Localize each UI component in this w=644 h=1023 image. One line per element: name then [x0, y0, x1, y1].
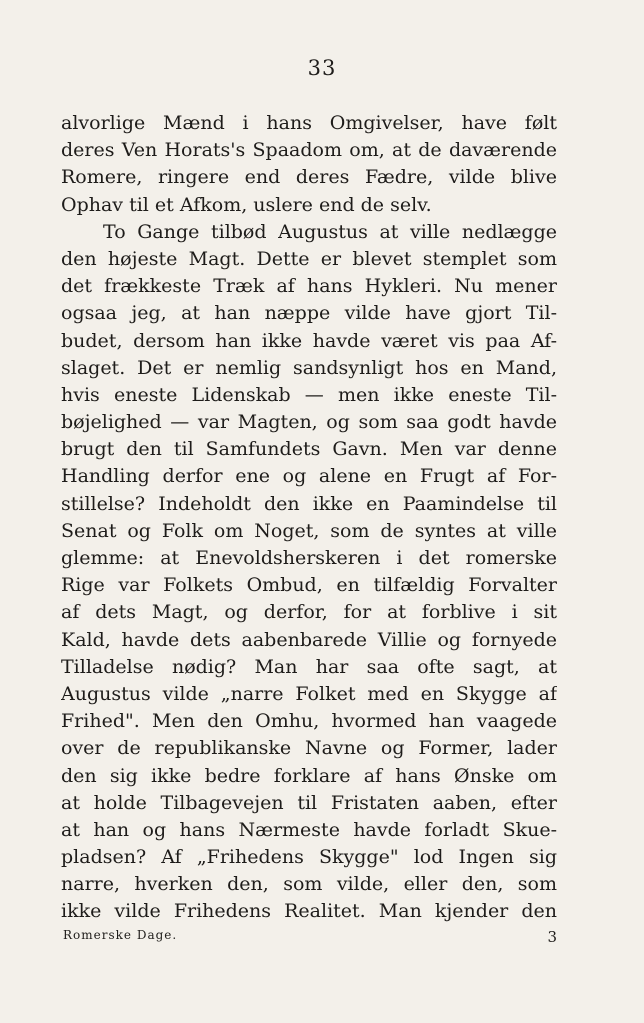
text-line: Romere, ringere end deres Fædre, vilde blive — [61, 166, 557, 189]
text-line: To Gange tilbød Augustus at ville nedlægge — [103, 220, 557, 243]
body-text — [61, 110, 557, 926]
text-line: Augustus vilde „narre Folket med en Skygge af — [61, 682, 557, 705]
text-line: Senat og Folk om Noget, som de syntes at ville — [61, 519, 557, 542]
text-line: af dets Magt, og derfor, for at forblive i sit — [61, 601, 557, 624]
text-line: ikke vilde Frihedens Realitet. Man kjender den — [61, 900, 557, 923]
text-line: Frihed". Men den Omhu, hvormed han vaagede — [61, 710, 557, 733]
text-line: Ophav til et Afkom, uslere end de selv. — [61, 193, 432, 216]
signature-mark: 3 — [547, 928, 558, 946]
text-line: at holde Tilbagevejen til Fristaten aaben, efter — [61, 791, 557, 814]
text-line: bøjelighed — var Magten, og som saa godt havde — [61, 411, 557, 434]
text-line: alvorlige Mænd i hans Omgivelser, have følt — [61, 112, 557, 134]
text-line: slaget. Det er nemlig sandsynligt hos en Mand, — [61, 356, 557, 379]
text-line: budet, dersom han ikke havde været vis paa Af- — [61, 329, 557, 352]
text-line: den sig ikke bedre forklare af hans Ønske om — [61, 764, 557, 787]
text-line: deres Ven Horats's Spaadom om, at de daværende — [61, 139, 557, 162]
text-line: Handling derfor ene og alene en Frugt af For- — [61, 465, 557, 488]
text-line: narre, hverken den, som vilde, eller den, som — [61, 873, 557, 896]
text-line: Kald, havde dets aabenbarede Villie og fornyede — [61, 628, 557, 651]
text-line: den højeste Magt. Dette er blevet stemplet som — [61, 247, 557, 270]
page-footer — [63, 928, 558, 946]
text-line: det frækkeste Træk af hans Hykleri. Nu mener — [61, 275, 557, 298]
text-line: brugt den til Samfundets Gavn. Men var denne — [61, 438, 557, 461]
text-line: glemme: at Enevoldsherskeren i det romerske — [61, 547, 557, 569]
text-line: Tilladelse nødig? Man har saa ofte sagt, at — [61, 655, 557, 678]
running-title: Romerske Dage. — [63, 928, 178, 942]
page-number: 33 — [307, 56, 337, 80]
text-line: ogsaa jeg, at han næppe vilde have gjort Til- — [61, 302, 557, 325]
text-line: Rige var Folkets Ombud, en tilfældig Forvalter — [61, 574, 557, 597]
text-line: pladsen? Af „Frihedens Skygge" lod Ingen sig — [61, 846, 557, 869]
text-line: stillelse? Indeholdt den ikke en Paamindelse til — [61, 492, 557, 515]
text-line: over de republikanske Navne og Former, lader — [61, 737, 557, 760]
text-line: at han og hans Nærmeste havde forladt Skue- — [61, 818, 557, 841]
text-line: hvis eneste Lidenskab — men ikke eneste Til- — [61, 383, 557, 406]
